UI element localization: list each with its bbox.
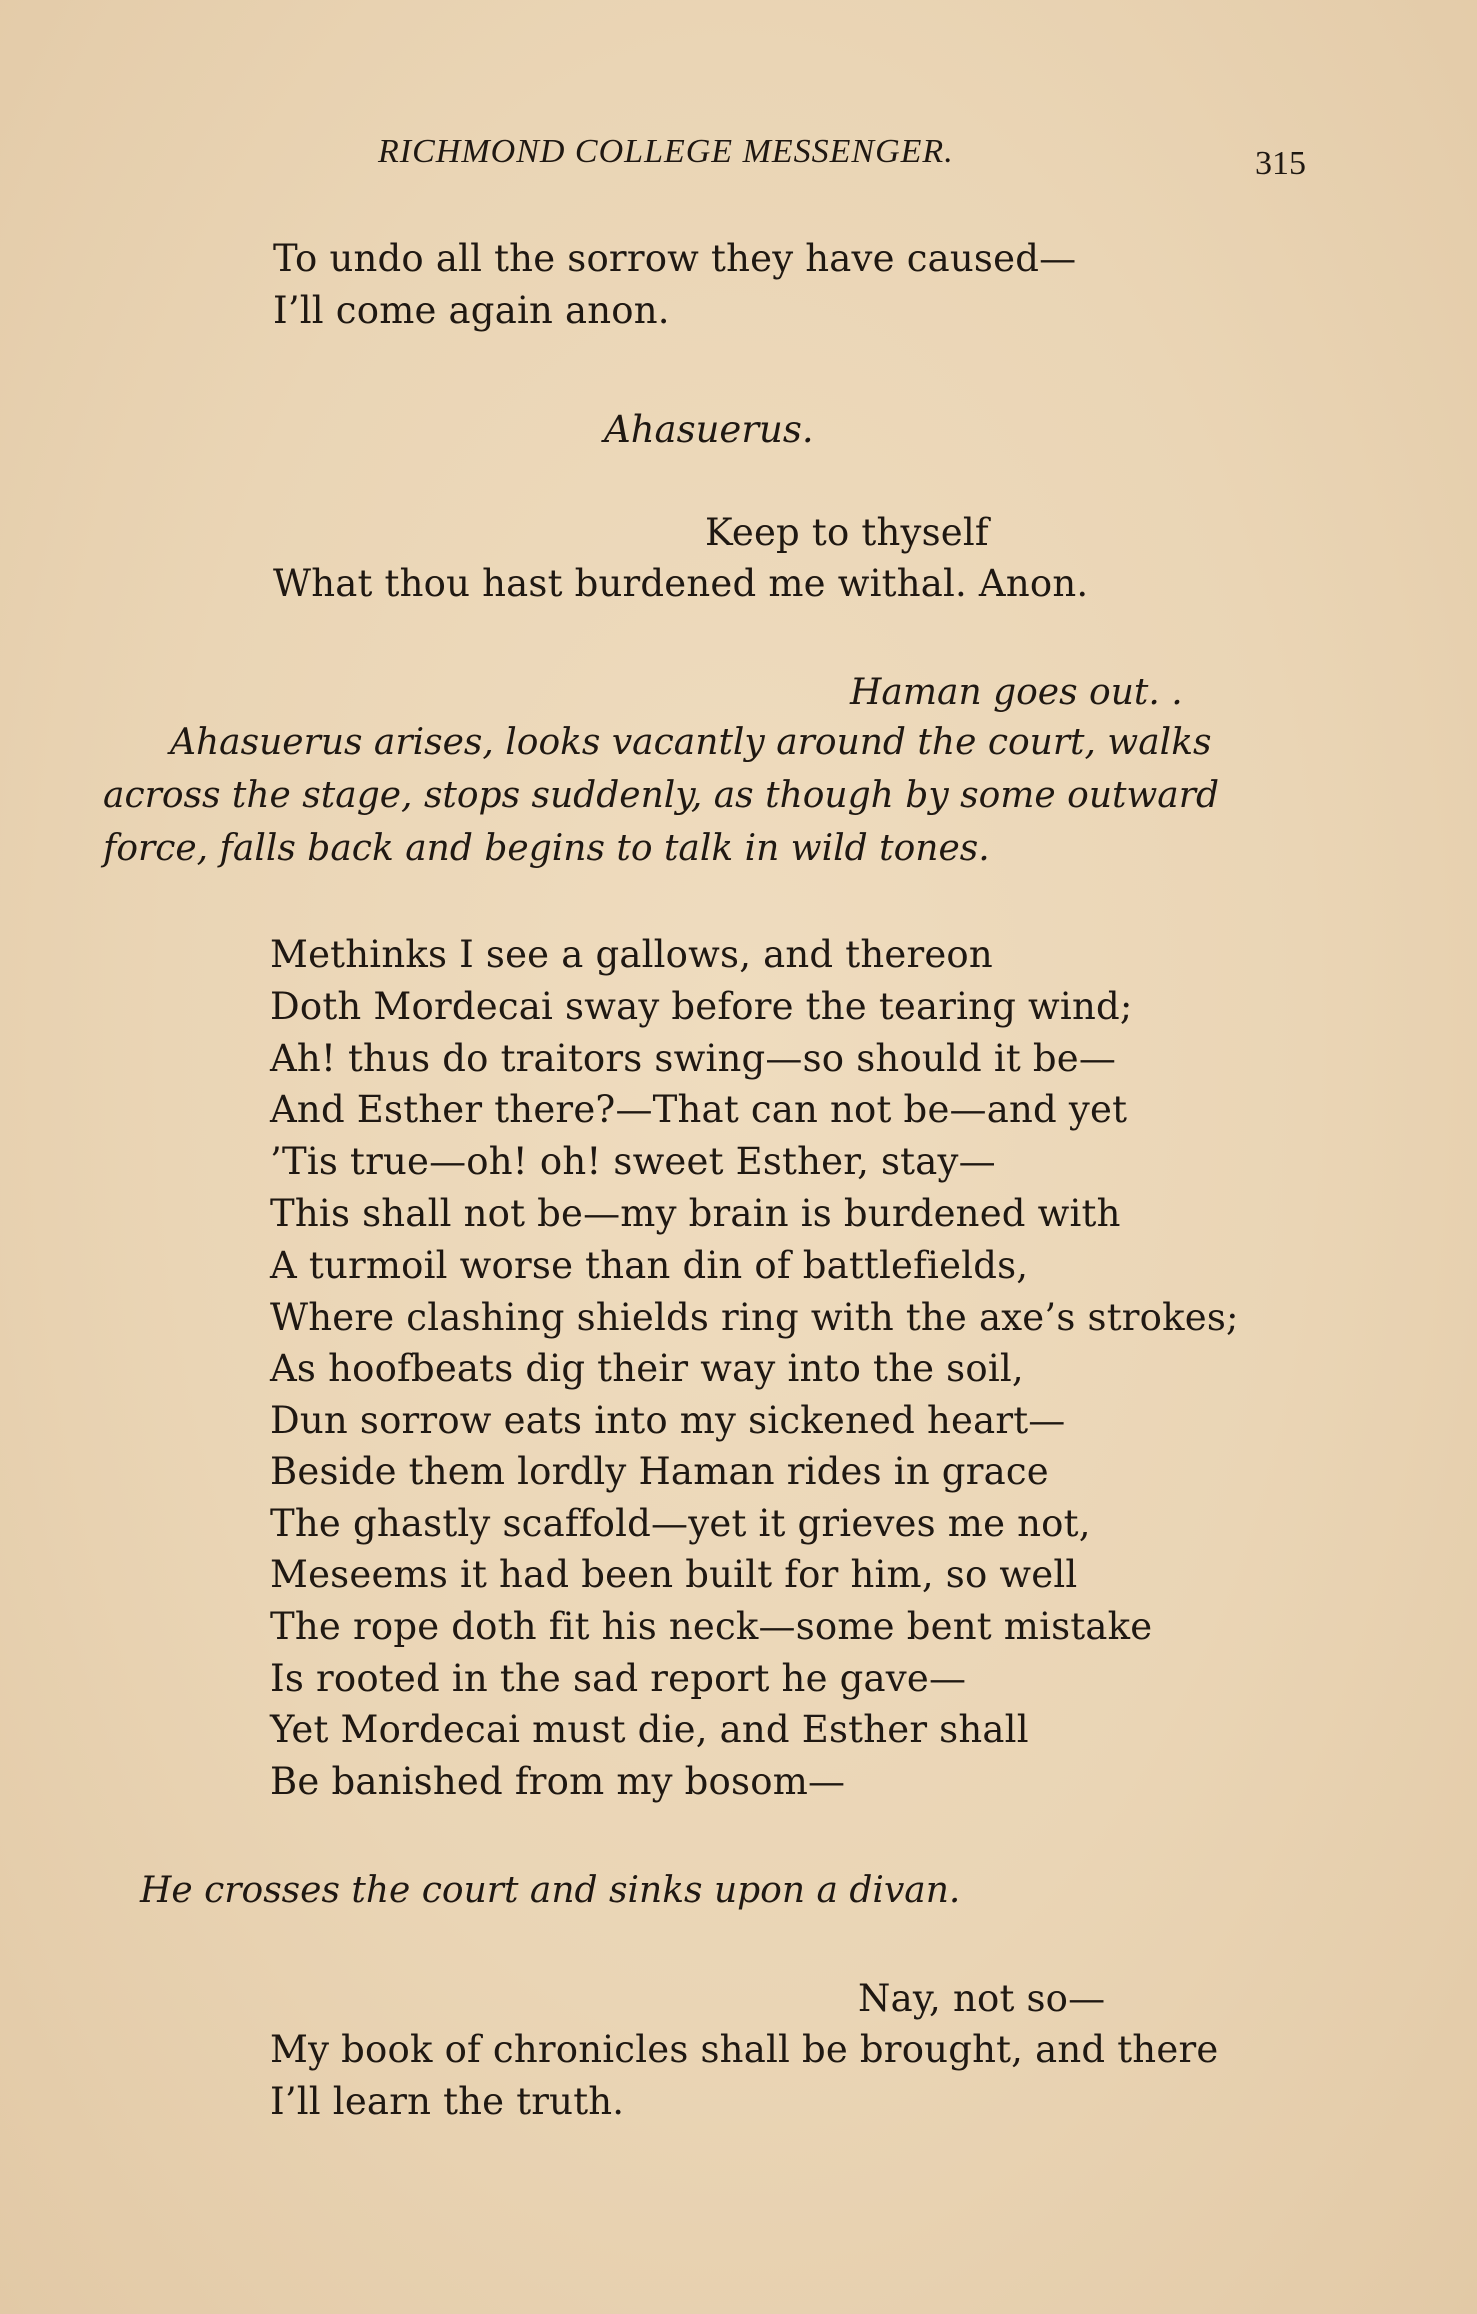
verse-line: This shall not be—my brain is burdened with [270,1192,1121,1235]
verse-line: My book of chronicles shall be brought, and there [270,2028,1219,2071]
verse-line: I’ll come again anon. [273,289,670,332]
verse-line: A turmoil worse than din of battlefields, [270,1244,1029,1287]
stage-direction: across the stage, stops suddenly, as though by some outward [103,775,1219,816]
speaker-name: Ahasuerus. [604,408,814,451]
verse-line: What thou hast burdened me withal. Anon. [273,562,1089,605]
verse-line: I’ll learn the truth. [270,2080,625,2123]
verse-line: Ah! thus do traitors swing—so should it be— [270,1037,1117,1080]
verse-line: Is rooted in the sad report he gave— [270,1657,967,1700]
verse-line: To undo all the sorrow they have caused— [273,237,1077,280]
verse-line: ’Tis true—oh! oh! sweet Esther, stay— [270,1140,996,1183]
verse-line: Doth Mordecai sway before the tearing wind; [270,985,1133,1028]
stage-direction: force, falls back and begins to talk in wild tones. [103,828,990,869]
verse-line: The rope doth fit his neck—some bent mistake [270,1605,1153,1648]
verse-line: Dun sorrow eats into my sickened heart— [270,1399,1066,1442]
verse-line: Methinks I see a gallows, and thereon [270,933,993,976]
page-number: 315 [1255,145,1306,182]
stage-direction: Ahasuerus arises, looks vacantly around the court, walks [170,722,1212,763]
stage-direction: He crosses the court and sinks upon a divan. [140,1870,961,1911]
stage-direction: Haman goes out. . [850,672,1183,713]
verse-line: Beside them lordly Haman rides in grace [270,1450,1049,1493]
verse-line: The ghastly scaffold—yet it grieves me not, [270,1502,1091,1545]
verse-line: Yet Mordecai must die, and Esther shall [270,1708,1029,1751]
verse-line: As hoofbeats dig their way into the soil, [270,1347,1024,1390]
running-header: RICHMOND COLLEGE MESSENGER. [378,133,954,170]
verse-line: And Esther there?—That can not be—and yet [270,1088,1128,1131]
verse-line: Nay, not so— [858,1977,1106,2020]
verse-line: Keep to thyself [705,511,989,554]
verse-line: Be banished from my bosom— [270,1760,846,1803]
verse-line: Meseems it had been built for him, so well [270,1553,1078,1596]
verse-line: Where clashing shields ring with the axe’s strokes; [270,1296,1239,1339]
